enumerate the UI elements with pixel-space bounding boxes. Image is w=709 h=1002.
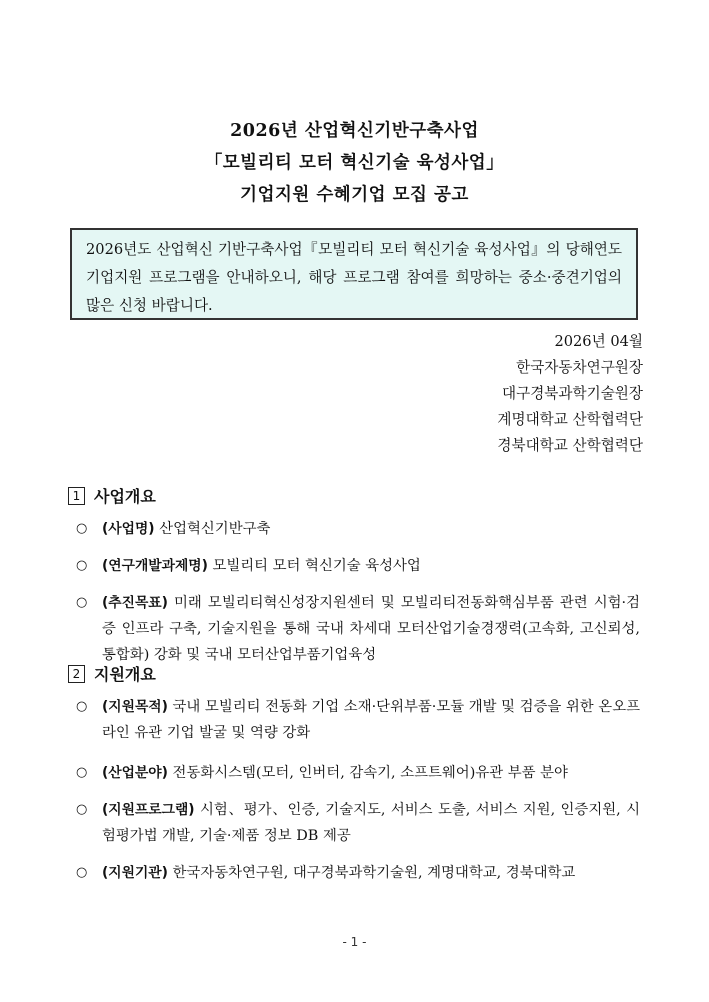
item-text: 한국자동차연구원, 대구경북과학기술원, 계명대학교, 경북대학교 xyxy=(167,865,576,881)
item-text: 국내 모빌리티 전동화 기업 소재·단위부품·모듈 개발 및 검증을 위한 온오프라인 유관 기업 발굴 및 역량 강화 xyxy=(102,699,640,741)
item-text: 미래 모빌리티혁신성장지원센터 및 모빌리티전동화핵심부품 관련 시험·검증 인프라 구축, 기술지원을 통해 국내 차세대 모터산업기술경쟁력(고속화, 고신뢰성, 통합화) 강화 및 국내 모터산업부품기업육성 xyxy=(102,595,640,663)
item-label: (지원기관) xyxy=(102,865,168,881)
title-line-2: 「모빌리티 모터 혁신기술 육성사업」 xyxy=(204,153,505,173)
item-label: (연구개발과제명) xyxy=(102,558,208,574)
list-item xyxy=(76,797,640,849)
item-text: 전동화시스템(모터, 인버터, 감속기, 소프트웨어)유관 부품 분야 xyxy=(167,765,568,781)
notice-text: 2026년도 산업혁신 기반구축사업『모빌리티 모터 혁신기술 육성사업』의 당해연도 기업지원 프로그램을 안내하오니, 해당 프로그램 참여를 희망하는 중소·중견기업의 많은 신청 바랍니다. xyxy=(86,241,622,314)
bullet-icon: ○ xyxy=(76,765,88,780)
item-label: (추진목표) xyxy=(102,595,168,611)
section-2-title: 지원개요 xyxy=(94,665,156,684)
bullet-icon: ○ xyxy=(76,802,88,817)
organization-1: 한국자동차연구원장 xyxy=(516,359,643,376)
organization-3: 계명대학교 산학협력단 xyxy=(497,411,643,428)
title-line-1: 2026년 산업혁신기반구축사업 xyxy=(230,121,479,141)
section-1-heading xyxy=(68,484,156,507)
notice-box xyxy=(70,228,638,320)
title-line-3: 기업지원 수혜기업 모집 공고 xyxy=(240,185,469,205)
list-item xyxy=(76,516,640,542)
list-item xyxy=(76,760,640,786)
bullet-icon: ○ xyxy=(76,558,88,573)
list-item xyxy=(76,553,640,579)
organization-2: 대구경북과학기술원장 xyxy=(502,385,643,402)
bullet-icon: ○ xyxy=(76,595,88,610)
section-1-number: 1 xyxy=(68,487,85,505)
section-2-number: 2 xyxy=(68,665,85,683)
bullet-icon: ○ xyxy=(76,521,88,536)
item-text: 시험、평가、인증, 기술지도, 서비스 도출, 서비스 지원, 인증지원, 시험평가법 개발, 기술·제품 정보 DB 제공 xyxy=(102,802,640,844)
item-text: 산업혁신기반구축 xyxy=(154,521,271,537)
page-number: - 1 - xyxy=(342,935,367,949)
bullet-icon: ○ xyxy=(76,865,88,880)
item-label: (지원목적) xyxy=(102,699,168,715)
list-item xyxy=(76,590,640,668)
section-2-heading xyxy=(68,662,156,685)
section-1-title: 사업개요 xyxy=(94,487,156,506)
item-label: (산업분야) xyxy=(102,765,168,781)
item-text: 모빌리티 모터 혁신기술 육성사업 xyxy=(207,558,421,574)
organization-4: 경북대학교 산학협력단 xyxy=(497,437,643,454)
bullet-icon: ○ xyxy=(76,699,88,714)
item-label: (지원프로그램) xyxy=(102,802,195,818)
list-item xyxy=(76,860,640,886)
item-label: (사업명) xyxy=(102,521,155,537)
announcement-date: 2026년 04월 xyxy=(554,333,643,350)
list-item xyxy=(76,694,640,746)
